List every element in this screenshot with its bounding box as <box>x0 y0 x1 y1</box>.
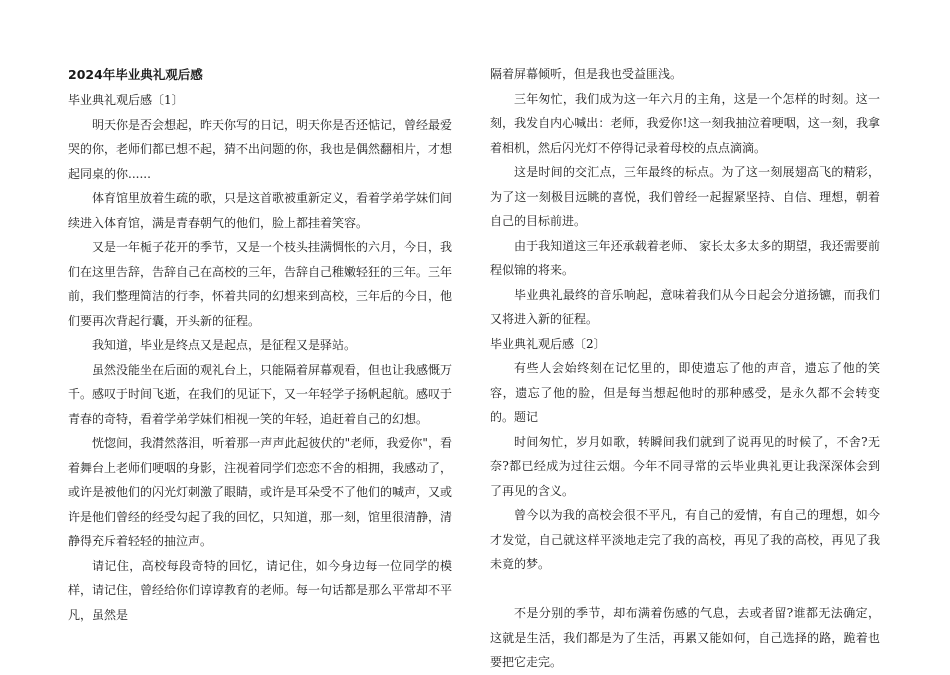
paragraph: 体育馆里放着生疏的歌，只是这首歌被重新定义，看着学弟学妹们间续进入体育馆，满是青春朝气的他们，脸上都挂着笑容。 <box>68 191 453 230</box>
paragraph: 曾今以为我的高校会很不平凡，有自己的爱情，有自己的理想，如今才发觉，自己就这样平淡地走完了我的高校，再见了我的高校，再见了我未竟的梦。 <box>490 508 880 571</box>
paragraph: 时间匆忙，岁月如歌，转瞬间我们就到了说再见的时候了，不舍?无奈?都已经成为过往云烟。今年不同寻常的云毕业典礼更让我深深体会到了再见的含义。 <box>490 434 880 498</box>
paragraph: 这是时间的交汇点，三年最终的标点。为了这一刻展翅高飞的精彩，为了这一刻极目远眺的喜悦，我们曾经一起握紧坚持、自信、理想，朝着自己的目标前进。 <box>490 165 880 228</box>
paragraph: 由于我知道这三年还承载着老师、 家长太多太多的期望，我还需要前程似锦的将来。 <box>490 238 880 277</box>
paragraph: 请记住，高校每段奇特的回忆，请记住，如今身边每一位同学的模样，请记住，曾经给你们谆谆教育的老师。每一句话都是那么平常却不平凡，虽然是 <box>68 558 453 622</box>
paragraph: 有些人会始终刻在记忆里的，即使遗忘了他的声音，遗忘了他的笑容，遗忘了他的脸，但是每当想起他时的那种感受，是永久都不会转变的。题记 <box>490 361 880 424</box>
right-column <box>490 62 880 675</box>
paragraph: 不是分别的季节，却布满着伤感的气息，去或者留?谁都无法确定，这就是生活，我们都是为了生活，再累又能如何，自己选择的路，跪着也要把它走完。 <box>490 606 880 669</box>
paragraph: 恍惚间，我潸然落泪，听着那一声声此起彼伏的"老师，我爱你"，看着舞台上老师们哽咽的身影，注视着同学们恋恋不舍的相拥，我感动了，或许是被他们的闪光灯刺激了眼睛，或许是耳朵受不了他们的喊声，又或许是他们曾经的经受勾起了我的回忆，只知道，那一刻，馆里很清静，清静得充斥着轻轻的抽泣声。 <box>68 436 453 548</box>
paragraph: 又是一年栀子花开的季节，又是一个枝头挂满惆怅的六月，今日，我们在这里告辞，告辞自己在高校的三年，告辞自己稚嫩轻狂的三年。三年前，我们整理简洁的行李，怀着共同的幻想来到高校，三年后的今日，他们要再次背起行囊，开头新的征程。 <box>68 240 453 328</box>
paragraph: 虽然没能坐在后面的观礼台上，只能隔着屏幕观看，但也让我感慨万千。感叹于时间飞逝，在我们的见证下，又一年轻学子扬帆起航。感叹于青春的奇特，看着学弟学妹们相视一笑的年轻，追赶着自己的幻想。 <box>68 362 453 426</box>
paragraph: 明天你是否会想起，昨天你写的日记，明天你是否还惦记，曾经最爱哭的你，老师们都已想不起，猜不出问题的你，我也是偶然翻相片，才想起同桌的你...... <box>68 117 453 181</box>
section-heading-1: 毕业典礼观后感〔1〕 <box>68 93 184 107</box>
section-heading-2: 毕业典礼观后感〔2〕 <box>490 336 606 351</box>
paragraph: 毕业典礼最终的音乐响起，意味着我们从今日起会分道扬镳，而我们又将进入新的征程。 <box>490 287 880 326</box>
document-title: 2024年毕业典礼观后感 <box>68 67 203 82</box>
blank-line <box>490 577 880 602</box>
paragraph-continuation: 隔着屏幕倾听，但是我也受益匪浅。 <box>490 67 683 81</box>
left-column <box>68 62 452 627</box>
paragraph: 三年匆忙，我们成为这一年六月的主角，这是一个怎样的时刻。这一刻，我发自内心喊出：老师，我爱你!这一刻我抽泣着哽咽，这一刻，我拿着相机，然后闪光灯不停得记录着母校的点点滴滴。 <box>490 91 880 155</box>
paragraph: 我知道，毕业是终点又是起点，是征程又是驿站。 <box>92 338 357 352</box>
